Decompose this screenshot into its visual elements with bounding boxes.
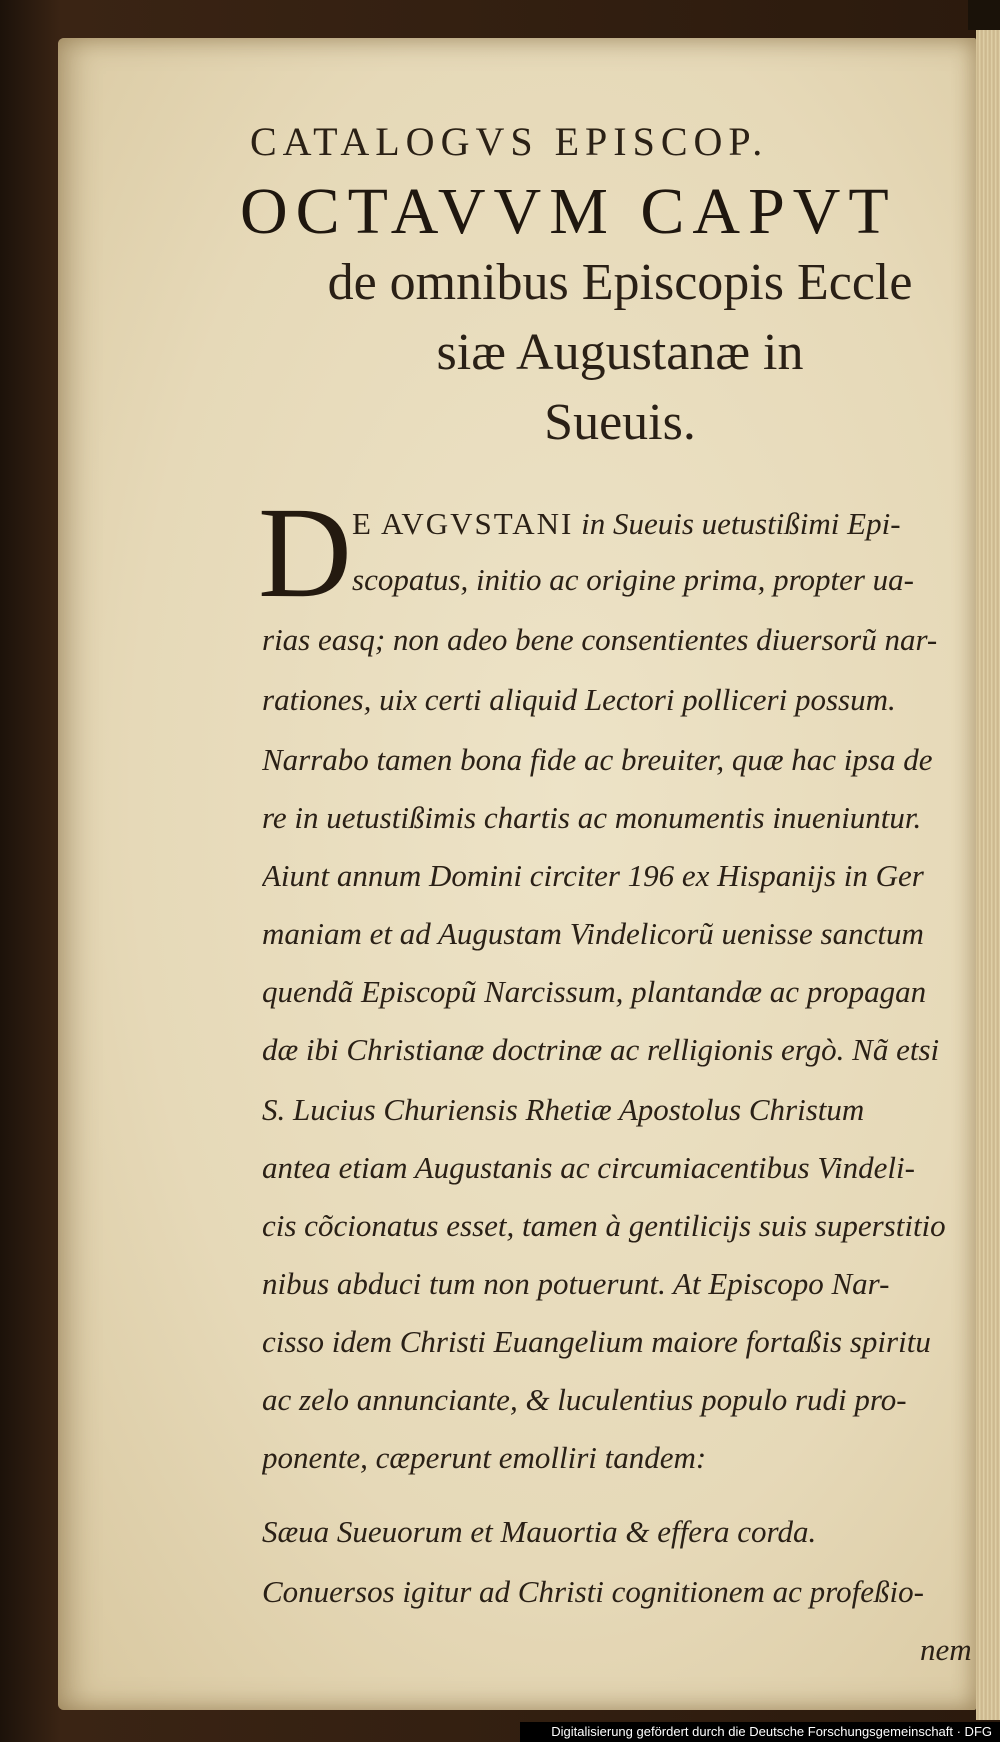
digitization-credit: Digitalisierung gefördert durch die Deutsche Forschungsgemeinschaft · DFG <box>520 1722 1000 1742</box>
verse-line: Sæua Sueuorum et Mauortia & effera corda. <box>262 1514 817 1549</box>
text-line: scopatus, initio ac origine prima, propter ua- <box>352 562 914 597</box>
text-line: ponente, cæperunt emolliri tandem: <box>262 1440 707 1475</box>
text-line: re in uetustißimis chartis ac monumentis inueniuntur. <box>262 800 922 835</box>
running-header: CATALOGVS EPISCOP. <box>250 119 769 164</box>
chapter-title: OCTAVVM CAPVT <box>240 175 897 248</box>
text-line: Narrabo tamen bona fide ac breuiter, quæ hac ipsa de <box>262 742 933 777</box>
text-line: maniam et ad Augustam Vindelicorũ uenisse sanctum <box>262 916 924 951</box>
text-line: quendã Episcopũ Narcissum, plantandæ ac propagan <box>262 974 927 1009</box>
text-line: rationes, uix certi aliquid Lectori polliceri possum. <box>262 682 896 717</box>
subtitle-line: de omnibus Episcopis Eccle <box>327 254 913 311</box>
first-line-text: in Sueuis uetustißimi Epi- <box>581 506 901 541</box>
text-line: dæ ibi Christianæ doctrinæ ac relligionis ergò. Nã etsi <box>262 1032 940 1067</box>
text-line: S. Lucius Churiensis Rhetiæ Apostolus Christum <box>262 1092 865 1127</box>
first-line-caps: E AVGVSTANI <box>352 506 574 541</box>
text-line: rias easq; non adeo bene consentientes diuersorũ nar- <box>262 622 938 657</box>
text-line: antea etiam Augustanis ac circumiacentibus Vindeli- <box>262 1150 915 1185</box>
text-line: nibus abduci tum non potuerunt. At Episcopo Nar- <box>262 1266 890 1301</box>
catchword: nem <box>920 1632 972 1667</box>
dark-corner <box>968 0 1000 30</box>
drop-cap-initial: D <box>258 481 352 625</box>
text-line: cisso idem Christi Euangelium maiore fortaßis spiritu <box>262 1324 931 1359</box>
text-line: Aiunt annum Domini circiter 196 ex Hispanijs in Ger <box>262 858 924 893</box>
subtitle-line: siæ Augustanæ in <box>436 324 804 381</box>
text-line: Conuersos igitur ad Christi cognitionem ac profeßio- <box>262 1574 924 1609</box>
text-line: ac zelo annunciante, & luculentius populo rudi pro- <box>262 1382 907 1417</box>
text-line: cis cõcionatus esset, tamen à gentilicijs suis superstitio <box>262 1208 946 1243</box>
subtitle-line: Sueuis. <box>544 394 696 451</box>
text-line <box>352 506 982 542</box>
